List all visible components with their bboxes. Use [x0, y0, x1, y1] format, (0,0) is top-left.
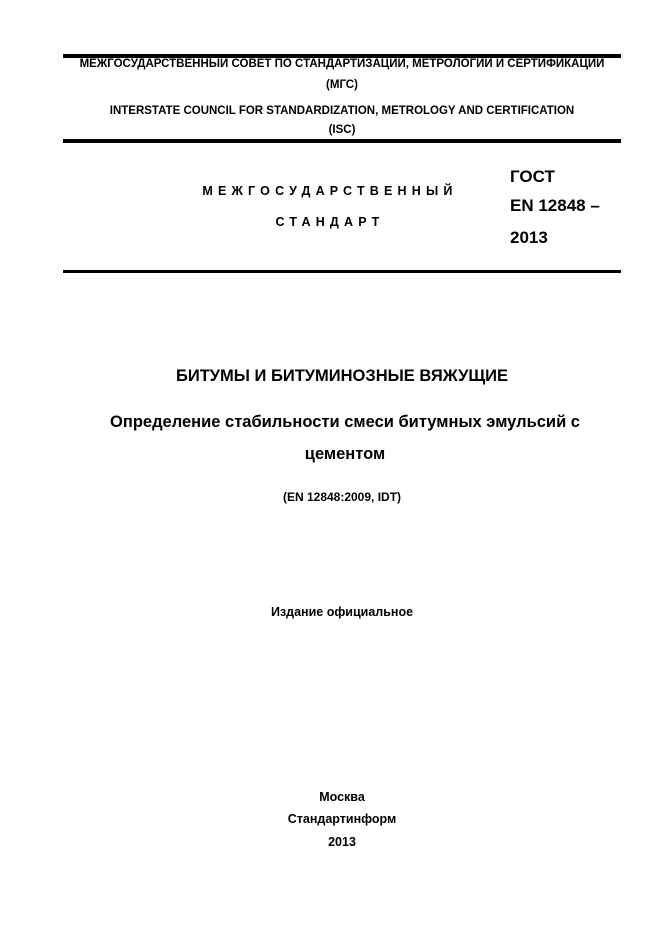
standard-type-line1: МЕЖГОСУДАРСТВЕННЫЙ	[202, 184, 458, 198]
council-name-ru: МЕЖГОСУДАРСТВЕННЫЙ СОВЕТ ПО СТАНДАРТИЗАЦИИ, МЕТРОЛОГИИ И СЕРТИФИКАЦИИ	[79, 58, 605, 70]
council-abbr-ru: (МГС)	[326, 79, 358, 91]
standard-type-line2: СТАНДАРТ	[275, 215, 385, 229]
gost-number: EN 12848 –	[510, 196, 600, 215]
middle-rule	[63, 139, 621, 143]
document-title: БИТУМЫ И БИТУМИНОЗНЫЕ ВЯЖУЩИЕ	[175, 367, 509, 385]
gost-label: ГОСТ	[510, 167, 555, 186]
bottom-rule	[63, 270, 621, 273]
publisher-name: Стандартинформ	[287, 812, 397, 826]
council-name-en: INTERSTATE COUNCIL FOR STANDARDIZATION, METROLOGY AND CERTIFICATION	[109, 105, 575, 117]
edition-note: Издание официальное	[270, 605, 414, 619]
publication-city: Москва	[319, 790, 365, 804]
publication-year: 2013	[328, 835, 356, 849]
council-abbr-en: (ISC)	[328, 124, 356, 136]
gost-year: 2013	[510, 228, 548, 247]
en-reference: (EN 12848:2009, IDT)	[282, 490, 402, 504]
document-subtitle: Определение стабильности смеси битумных эмульсий с цементом	[110, 413, 580, 463]
